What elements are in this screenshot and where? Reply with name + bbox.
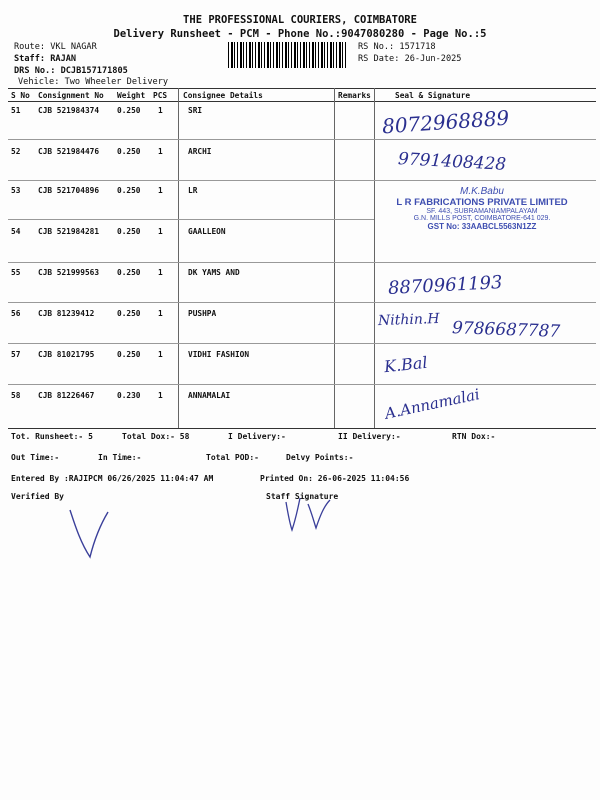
row-weight: 0.250 [117, 147, 141, 156]
row-consignee: GAALLEON [188, 227, 226, 236]
row-rule [8, 219, 374, 220]
table-top-rule [8, 88, 596, 89]
row-pcs: 1 [158, 268, 163, 277]
row-consignment: CJB 81239412 [38, 309, 95, 318]
in-time: In Time:- [98, 453, 142, 462]
row-sno: 55 [11, 268, 21, 277]
row-weight: 0.250 [117, 227, 141, 236]
row-sno: 52 [11, 147, 21, 156]
row-weight: 0.250 [117, 309, 141, 318]
barcode [228, 42, 348, 68]
signature-row51: 8072968889 [381, 105, 510, 139]
col-header-sno: S No [11, 91, 30, 100]
out-time: Out Time:- [11, 453, 60, 462]
total-pod: Total POD:- [206, 453, 259, 462]
row-consignee: SRI [188, 106, 203, 115]
company-stamp [384, 186, 580, 231]
rtn-dox: RTN Dox:- [452, 432, 496, 441]
rs-number: RS No.: 1571718 [358, 42, 436, 52]
table-header-rule [8, 101, 596, 102]
row-consignment: CJB 521984374 [38, 106, 100, 115]
staff-signature-label: Staff Signature [266, 492, 339, 501]
row-rule [8, 343, 596, 344]
row-consignment: CJB 81021795 [38, 350, 95, 359]
col-header-pcs: PCS [153, 91, 168, 100]
runsheet-subtitle: Delivery Runsheet - PCM - Phone No.:9047080280 - Page No.:5 [113, 28, 487, 40]
route-label: Route: VKL NAGAR [14, 42, 97, 52]
row-sno: 57 [11, 350, 21, 359]
row-consignee: LR [188, 186, 198, 195]
row-sno: 51 [11, 106, 21, 115]
row-weight: 0.230 [117, 391, 141, 400]
staff-pen-stroke [278, 490, 338, 535]
signature-row56-name: Nithin.H [377, 310, 440, 330]
signature-row57: K.Bal [383, 352, 429, 377]
row-consignment: CJB 521984281 [38, 227, 100, 236]
company-title: THE PROFESSIONAL COURIERS, COIMBATORE [183, 14, 417, 26]
row-consignee: VIDHI FASHION [188, 350, 250, 359]
row-consignee: ANNAMALAI [188, 391, 231, 400]
row-rule [8, 139, 596, 140]
col-header-consignment: Consignment No [38, 91, 104, 100]
row-consignee: PUSHPA [188, 309, 217, 318]
stamp-address-2: G.N. MILLS POST, COIMBATORE-641 029. [413, 215, 551, 222]
verified-by: Verified By [11, 492, 64, 501]
row-pcs: 1 [158, 391, 163, 400]
row-consignment: CJB 521704896 [38, 186, 100, 195]
signature-row56-phone: 9786687787 [451, 318, 561, 342]
entered-by: Entered By :RAJIPCM 06/26/2025 11:04:47 AM [11, 474, 214, 483]
row-pcs: 1 [158, 186, 163, 195]
stamp-gst: GST No: 33AABCL5563N1ZZ [427, 222, 537, 231]
row-rule [8, 302, 596, 303]
row-weight: 0.250 [117, 350, 141, 359]
vehicle-label: Vehicle: Two Wheeler Delivery [18, 77, 169, 87]
row-consignment: CJB 81226467 [38, 391, 95, 400]
row-weight: 0.250 [117, 268, 141, 277]
row-weight: 0.250 [117, 106, 141, 115]
row-consignment: CJB 521999563 [38, 268, 100, 277]
row-pcs: 1 [158, 350, 163, 359]
row-consignee: DK YAMS AND [188, 268, 240, 277]
col-header-signature: Seal & Signature [395, 91, 471, 100]
row-consignee: ARCHI [188, 147, 212, 156]
row-rule [8, 180, 596, 181]
total-dox: Total Dox:- 58 [122, 432, 190, 441]
row-rule [8, 384, 596, 385]
row-consignment: CJB 521984476 [38, 147, 100, 156]
col-header-remarks: Remarks [338, 91, 371, 100]
signature-row58: A.Annamalai [383, 385, 482, 423]
printed-on: Printed On: 26-06-2025 11:04:56 [260, 474, 410, 483]
rs-date: RS Date: 26-Jun-2025 [358, 54, 462, 64]
row-sno: 53 [11, 186, 21, 195]
staff-label: Staff: RAJAN [14, 54, 77, 64]
row-pcs: 1 [158, 309, 163, 318]
row-weight: 0.250 [117, 186, 141, 195]
col-header-consignee: Consignee Details [183, 91, 263, 100]
signature-row52: 9791408428 [397, 149, 507, 175]
stamp-company: L R FABRICATIONS PRIVATE LIMITED [396, 197, 568, 208]
verified-pen-stroke [60, 502, 120, 562]
delivery-points: Delvy Points:- [286, 453, 354, 462]
stamp-signature: M.K.Babu [460, 186, 504, 197]
ii-delivery: II Delivery:- [338, 432, 401, 441]
row-sno: 56 [11, 309, 21, 318]
drs-number: DRS No.: DCJB157171805 [14, 66, 128, 76]
signature-row55: 8870961193 [387, 272, 504, 299]
row-sno: 54 [11, 227, 21, 236]
stamp-address-1: SF. 443, SUBRAMANIAMPALAYAM [426, 208, 538, 215]
row-pcs: 1 [158, 106, 163, 115]
col-header-weight: Weight [117, 91, 146, 100]
i-delivery: I Delivery:- [228, 432, 286, 441]
row-pcs: 1 [158, 147, 163, 156]
row-rule [8, 262, 596, 263]
row-pcs: 1 [158, 227, 163, 236]
table-bottom-rule [8, 428, 596, 429]
total-runsheet: Tot. Runsheet:- 5 [11, 432, 93, 441]
row-sno: 58 [11, 391, 21, 400]
